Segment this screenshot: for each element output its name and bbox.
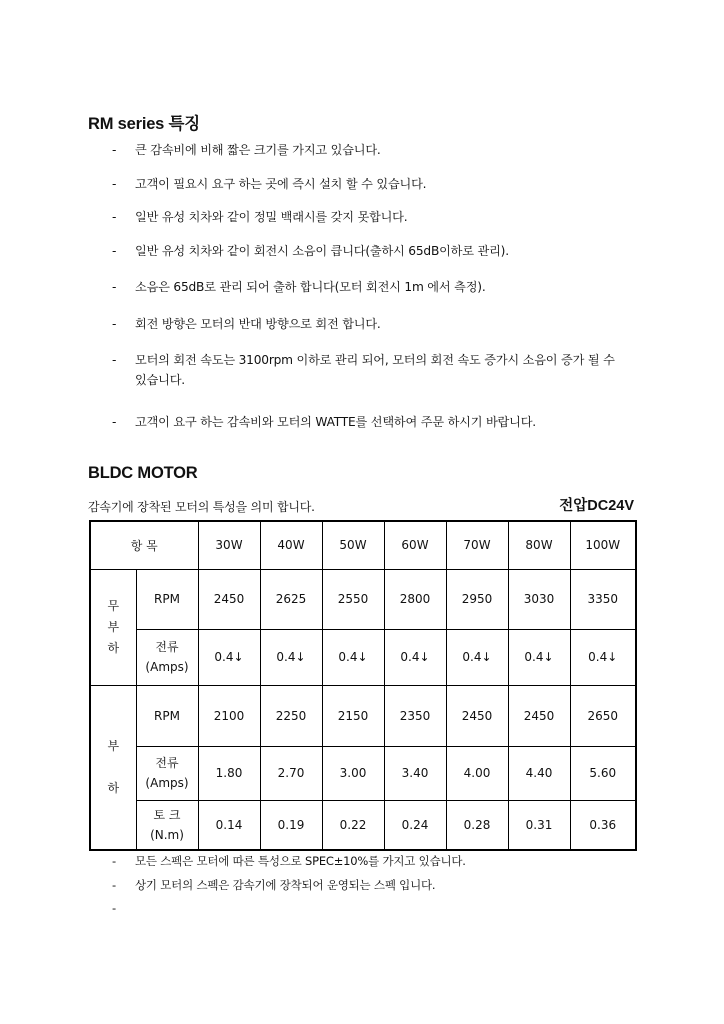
no-load-label: 무 부 하 bbox=[90, 569, 136, 685]
feature-text: 소음은 65dB로 관리 되어 출하 합니다(모터 회전시 1m 에서 측정). bbox=[135, 280, 486, 294]
header-row bbox=[90, 521, 636, 569]
table-row bbox=[90, 746, 636, 800]
watt-header: 30W bbox=[198, 521, 260, 569]
bullet-dash: - bbox=[112, 415, 117, 429]
bullet-dash: - bbox=[112, 854, 117, 868]
table-cell: 3.40 bbox=[384, 746, 446, 800]
row-label: RPM bbox=[136, 685, 198, 746]
watt-header: 40W bbox=[260, 521, 322, 569]
table-caption: 감속기에 장착된 모터의 특성을 의미 합니다. bbox=[88, 500, 315, 514]
table-cell: 0.4↓ bbox=[322, 629, 384, 685]
table-cell: 0.4↓ bbox=[260, 629, 322, 685]
feature-text: 일반 유성 치차와 같이 정밀 백래시를 갖지 못합니다. bbox=[135, 210, 408, 224]
table-cell: 2450 bbox=[446, 685, 508, 746]
bullet-dash: - bbox=[112, 878, 117, 892]
table-cell: 0.4↓ bbox=[508, 629, 570, 685]
watt-header: 70W bbox=[446, 521, 508, 569]
table-cell: 0.28 bbox=[446, 800, 508, 850]
bullet-dash: - bbox=[112, 244, 117, 258]
table-row bbox=[90, 800, 636, 850]
table-row bbox=[90, 685, 636, 746]
features-heading: RM series 특징 bbox=[88, 115, 201, 133]
table-cell: 0.22 bbox=[322, 800, 384, 850]
table-cell: 0.4↓ bbox=[570, 629, 636, 685]
table-cell: 2450 bbox=[508, 685, 570, 746]
bullet-dash: - bbox=[112, 177, 117, 191]
table-cell: 3.00 bbox=[322, 746, 384, 800]
table-cell: 2150 bbox=[322, 685, 384, 746]
watt-header: 80W bbox=[508, 521, 570, 569]
feature-text: 고객이 필요시 요구 하는 곳에 즉시 설치 할 수 있습니다. bbox=[135, 177, 427, 191]
bldc-heading: BLDC MOTOR bbox=[88, 464, 198, 482]
row-label: RPM bbox=[136, 569, 198, 629]
table-cell: 0.14 bbox=[198, 800, 260, 850]
watt-header: 60W bbox=[384, 521, 446, 569]
table-cell: 5.60 bbox=[570, 746, 636, 800]
bullet-dash: - bbox=[112, 210, 117, 224]
bullet-dash: - bbox=[112, 280, 117, 294]
table-cell: 3350 bbox=[570, 569, 636, 629]
table-cell: 2550 bbox=[322, 569, 384, 629]
motor-spec-table bbox=[89, 520, 637, 851]
table-cell: 0.4↓ bbox=[198, 629, 260, 685]
row-label: 토 크 (N.m) bbox=[136, 800, 198, 850]
table-cell: 0.19 bbox=[260, 800, 322, 850]
voltage-label: 전압DC24V bbox=[559, 498, 634, 514]
table-cell: 2.70 bbox=[260, 746, 322, 800]
note-text: 상기 모터의 스펙은 감속기에 장착되어 운영되는 스펙 입니다. bbox=[135, 878, 436, 892]
bullet-dash: - bbox=[112, 317, 117, 331]
table-cell: 2450 bbox=[198, 569, 260, 629]
load-label: 부 하 bbox=[90, 685, 136, 850]
feature-text: 일반 유성 치차와 같이 회전시 소음이 큽니다(출하시 65dB이하로 관리). bbox=[135, 244, 509, 258]
watt-header: 100W bbox=[570, 521, 636, 569]
feature-text: 큰 감속비에 비해 짧은 크기를 가지고 있습니다. bbox=[135, 143, 381, 157]
note-text: 모든 스펙은 모터에 따른 특성으로 SPEC±10%를 가지고 있습니다. bbox=[135, 854, 466, 868]
table-cell: 2100 bbox=[198, 685, 260, 746]
bullet-dash: - bbox=[112, 353, 117, 367]
table-row bbox=[90, 569, 636, 629]
table-cell: 0.4↓ bbox=[384, 629, 446, 685]
feature-text: 고객이 요구 하는 감속비와 모터의 WATTE를 선택하여 주문 하시기 바랍니다. bbox=[135, 415, 536, 429]
table-cell: 4.40 bbox=[508, 746, 570, 800]
table-cell: 0.24 bbox=[384, 800, 446, 850]
table-cell: 2350 bbox=[384, 685, 446, 746]
feature-text: 모터의 회전 속도는 3100rpm 이하로 관리 되어, 모터의 회전 속도 증가시 소음이 증가 될 수 있습니다. bbox=[135, 353, 615, 387]
bullet-dash: - bbox=[112, 143, 117, 157]
watt-header: 50W bbox=[322, 521, 384, 569]
table-cell: 0.31 bbox=[508, 800, 570, 850]
table-row bbox=[90, 629, 636, 685]
row-label: 전류 (Amps) bbox=[136, 629, 198, 685]
table-cell: 4.00 bbox=[446, 746, 508, 800]
bullet-dash: - bbox=[112, 901, 117, 915]
table-cell: 2950 bbox=[446, 569, 508, 629]
table-cell: 0.36 bbox=[570, 800, 636, 850]
feature-text: 회전 방향은 모터의 반대 방향으로 회전 합니다. bbox=[135, 317, 381, 331]
table-cell: 0.4↓ bbox=[446, 629, 508, 685]
table-cell: 2250 bbox=[260, 685, 322, 746]
table-cell: 2800 bbox=[384, 569, 446, 629]
table-cell: 2625 bbox=[260, 569, 322, 629]
table-cell: 2650 bbox=[570, 685, 636, 746]
row-label: 전류 (Amps) bbox=[136, 746, 198, 800]
table-cell: 3030 bbox=[508, 569, 570, 629]
table-cell: 1.80 bbox=[198, 746, 260, 800]
item-header: 항 목 bbox=[90, 521, 198, 569]
